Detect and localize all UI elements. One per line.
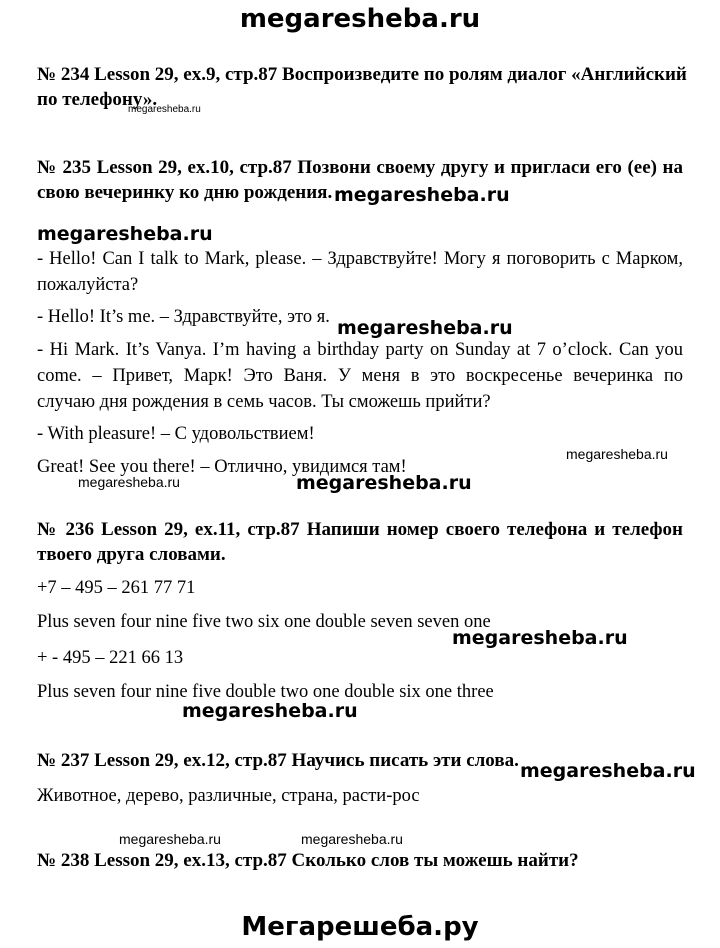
task-234-heading-line1: № 234 Lesson 29, ex.9, стр.87 Воспроизведите по ролям диалог «Английский: [37, 64, 687, 85]
task-234-heading-line2: по телефону».: [37, 89, 158, 110]
watermark-7: megaresheba.ru: [520, 760, 696, 782]
dialog-line-5: come. – Привет, Марк! Это Ваня. У меня в это воскресенье вечеринка по: [37, 366, 683, 386]
watermark-small-3: megaresheba.ru: [119, 831, 221, 847]
watermark-tiny: megaresheba.ru: [128, 104, 201, 115]
task-235-heading-line2: свою вечеринку ко дню рождения.: [37, 182, 333, 203]
watermark-5: megaresheba.ru: [452, 627, 628, 649]
watermark-3: megaresheba.ru: [337, 317, 513, 339]
watermark-4: megaresheba.ru: [296, 472, 472, 494]
watermark-6: megaresheba.ru: [182, 700, 358, 722]
task-236-heading-line2: твоего друга словами.: [37, 544, 226, 565]
dialog-line-2: пожалуйста?: [37, 275, 139, 295]
task-237-heading: № 237 Lesson 29, ex.12, стр.87 Научись писать эти слова.: [37, 750, 519, 771]
phone-number-2: + - 495 – 221 66 13: [37, 648, 184, 668]
phone-words-1: Plus seven four nine five two six one double seven seven one: [37, 612, 491, 632]
dialog-line-3: - Hello! It’s me. – Здравствуйте, это я.: [37, 307, 330, 327]
dialog-line-7: - With pleasure! – С удовольствием!: [37, 424, 315, 444]
dialog-line-4: - Hi Mark. It’s Vanya. I’m having a birthday party on Sunday at 7 o’clock. Can you: [37, 340, 683, 360]
watermark-small-1: megaresheba.ru: [566, 446, 668, 462]
watermark-small-2: megaresheba.ru: [78, 474, 180, 490]
phone-words-2: Plus seven four nine five double two one double six one three: [37, 682, 494, 702]
watermark-small-4: megaresheba.ru: [301, 831, 403, 847]
task-235-heading-line1: № 235 Lesson 29, ex.10, стр.87 Позвони своему другу и пригласи его (ее) на: [37, 157, 683, 178]
dialog-line-1: - Hello! Can I talk to Mark, please. – Здравствуйте! Могу я поговорить с Марком,: [37, 249, 683, 269]
dialog-line-6: случаю дня рождения в семь часов. Ты сможешь прийти?: [37, 392, 491, 412]
task-236-heading-line1: № 236 Lesson 29, ex.11, стр.87 Напиши номер своего телефона и телефон: [37, 519, 683, 540]
task-237-words: Животное, дерево, различные, страна, расти-рос: [37, 786, 420, 806]
phone-number-1: +7 – 495 – 261 77 71: [37, 578, 196, 598]
site-footer-title[interactable]: Мегарешеба.ру: [241, 912, 479, 942]
watermark-2: megaresheba.ru: [37, 223, 213, 245]
task-238-heading: № 238 Lesson 29, ex.13, стр.87 Сколько слов ты можешь найти?: [37, 850, 579, 871]
watermark-1: megaresheba.ru: [334, 184, 510, 206]
site-header-title[interactable]: megaresheba.ru: [239, 4, 481, 34]
dialog-line-8: Great! See you there! – Отлично, увидимся там!: [37, 457, 407, 477]
